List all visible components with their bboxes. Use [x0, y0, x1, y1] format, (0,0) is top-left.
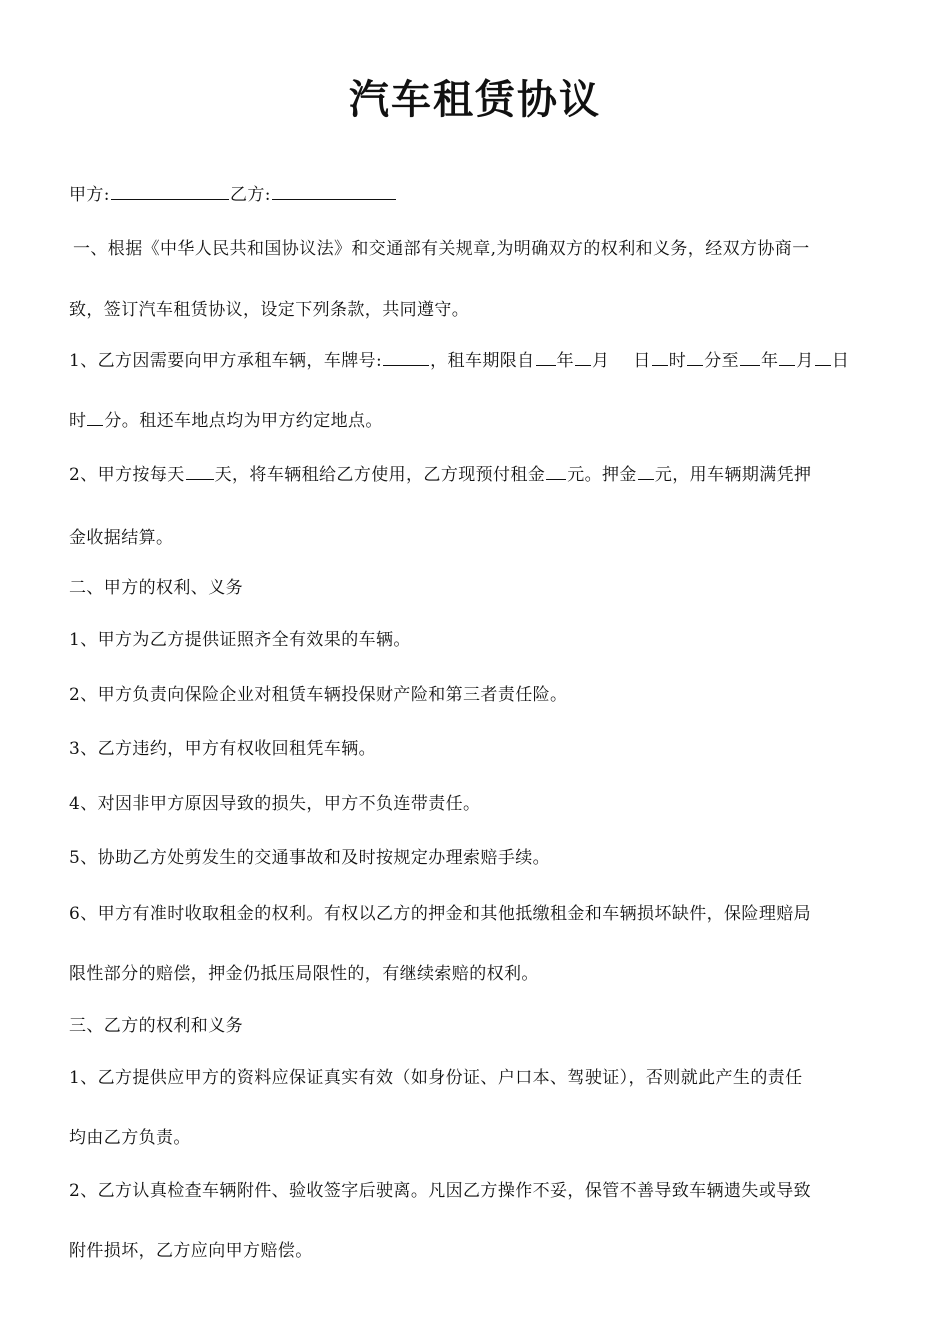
clause1-text: 年	[556, 351, 574, 371]
deposit-blank[interactable]	[638, 465, 654, 480]
section1-intro-line2: 致，签订汽车租赁协议，设定下列条款，共同遵守。	[69, 300, 470, 320]
clause2-text: 天，将车辆租给乙方使用，乙方现预付租金	[214, 465, 546, 485]
section3-item1-line1: 1、乙方提供应甲方的资料应保证真实有效（如身份证、户口本、驾驶证），否则就此产生的责任	[69, 1068, 803, 1088]
prepaid-rent-blank[interactable]	[546, 465, 566, 480]
section2-item: 5、协助乙方处剪发生的交通事故和及时按规定办理索赔手续。	[69, 848, 551, 868]
clause1-text: 分。租还车地点均为甲方约定地点。	[104, 411, 383, 431]
section3-item1-line2: 均由乙方负责。	[69, 1128, 191, 1148]
clause1-text: 月	[591, 351, 610, 371]
clause1-text: 日	[831, 351, 850, 371]
party-a-label: 甲方:	[69, 185, 110, 205]
clause1-text: 分至	[704, 351, 739, 371]
clause2-text: 元，用车辆期满凭押	[654, 465, 812, 485]
section2-heading: 二、甲方的权利、义务	[69, 578, 243, 598]
clause1-text: 1、乙方因需要向甲方承租车辆，车牌号:	[69, 351, 383, 371]
clause1-text: 时	[668, 351, 687, 371]
section2-item: 1、甲方为乙方提供证照齐全有效果的车辆。	[69, 630, 411, 650]
party-a-blank[interactable]	[111, 185, 229, 200]
section2-item: 4、对因非甲方原因导致的损失，甲方不负连带责任。	[69, 794, 481, 814]
end-month-blank[interactable]	[779, 351, 795, 366]
end-minute-blank[interactable]	[87, 411, 103, 426]
end-day-blank[interactable]	[815, 351, 831, 366]
start-year-blank[interactable]	[536, 351, 556, 366]
start-month-blank[interactable]	[575, 351, 591, 366]
clause2-text: 元。押金	[567, 465, 637, 485]
section2-item6-line2: 限性部分的赔偿，押金仍抵压局限性的，有继续索赔的权利。	[69, 964, 539, 984]
section2-item: 2、甲方负责向保险企业对租赁车辆投保财产险和第三者责任险。	[69, 685, 568, 705]
clause2-line2: 金收据结算。	[69, 528, 174, 548]
party-b-label: 乙方:	[229, 185, 271, 205]
daily-days-blank[interactable]	[186, 465, 214, 480]
clause2-text: 2、甲方按每天	[69, 465, 185, 485]
clause1-text: 时	[69, 411, 87, 431]
section1-intro-line1: 一、根据《中华人民共和国协议法》和交通部有关规章,为明确双方的权利和义务，经双方协商一	[73, 239, 810, 259]
section2-item6-line1: 6、甲方有准时收取租金的权利。有权以乙方的押金和其他抵缴租金和车辆损坏缺件，保险理赔局	[69, 904, 812, 924]
start-minute-blank[interactable]	[687, 351, 703, 366]
clause1-text: 月	[796, 351, 814, 371]
plate-number-blank[interactable]	[383, 351, 429, 366]
section2-item: 3、乙方违约，甲方有权收回租凭车辆。	[69, 739, 377, 759]
end-year-blank[interactable]	[740, 351, 760, 366]
clause1-line1	[69, 349, 889, 373]
party-b-blank[interactable]	[272, 185, 396, 200]
section3-item2-line1: 2、乙方认真检查车辆附件、验收签字后驶离。凡因乙方操作不妥，保管不善导致车辆遗失或导致	[69, 1181, 812, 1201]
parties-line	[69, 183, 889, 207]
section3-heading: 三、乙方的权利和义务	[69, 1016, 243, 1036]
clause1-text: ，租车期限自	[430, 351, 535, 371]
document-title: 汽车租赁协议	[349, 77, 601, 123]
clause2-line1	[69, 463, 889, 487]
section3-item2-line2: 附件损坏，乙方应向甲方赔偿。	[69, 1241, 313, 1261]
start-hour-blank[interactable]	[652, 351, 668, 366]
clause1-text: 年	[761, 351, 779, 371]
clause1-line2	[69, 409, 889, 433]
clause1-text: 日	[633, 351, 651, 371]
